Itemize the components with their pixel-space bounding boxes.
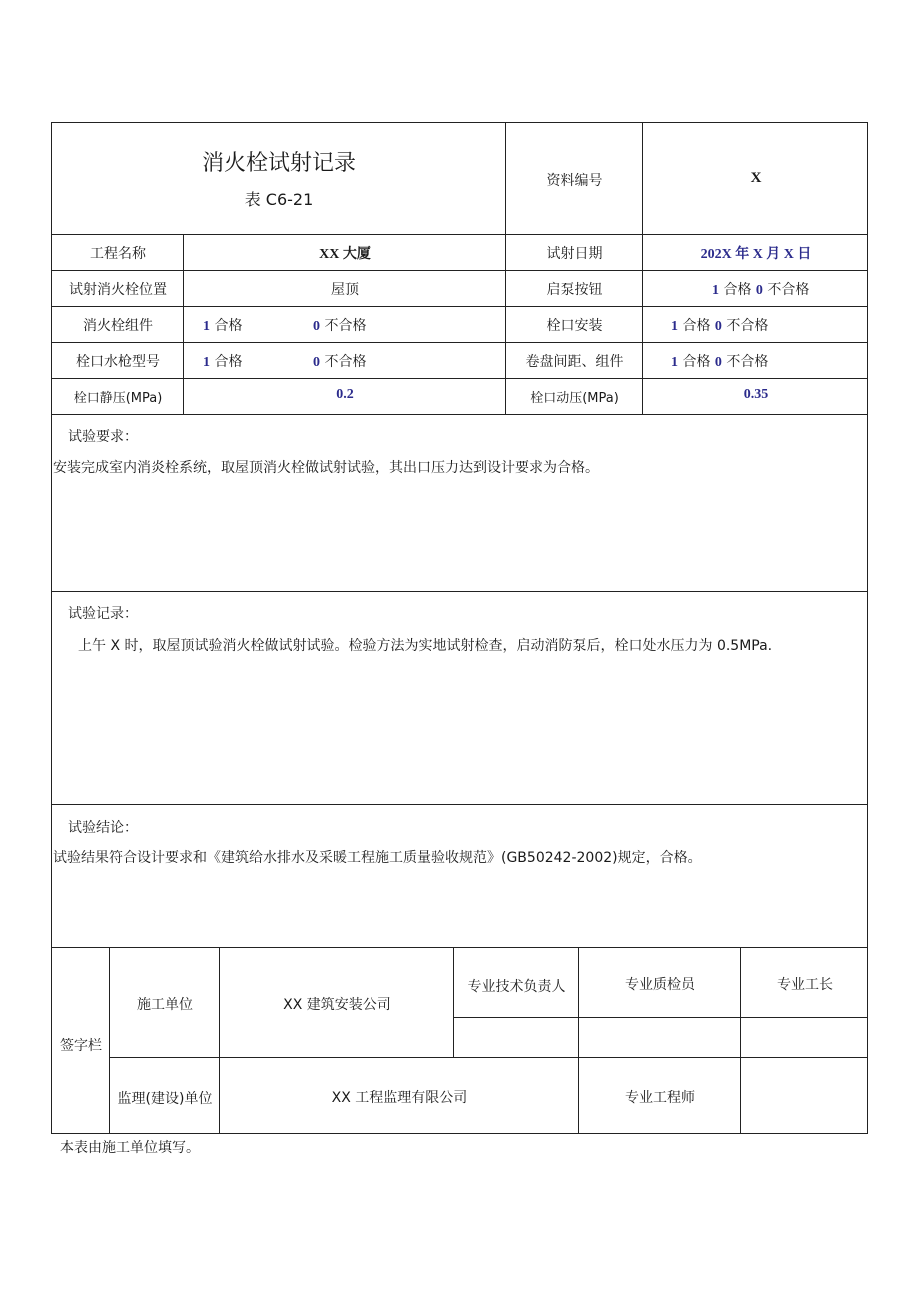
dynamic-pressure-value[interactable]: 0.35 <box>743 387 769 402</box>
title-cell <box>51 122 506 235</box>
engineer-sign-cell[interactable] <box>740 1057 868 1134</box>
footer-note: 本表由施工单位填写。 <box>60 1140 200 1156</box>
nozzle-model-pass[interactable] <box>203 351 242 371</box>
pump-button-result[interactable] <box>712 279 809 299</box>
pass-text: 合格 <box>723 282 752 298</box>
pass-count: 1 <box>203 355 210 370</box>
requirements-cell <box>51 414 868 592</box>
supervision-unit-label: 监理(建设)单位 <box>117 1091 213 1107</box>
conclusion-cell <box>51 804 868 948</box>
supervision-unit-value[interactable]: XX 工程监理有限公司 <box>331 1090 468 1106</box>
fail-text: 不合格 <box>726 354 769 370</box>
pass-text: 合格 <box>682 354 711 370</box>
project-name-label: 工程名称 <box>90 246 146 262</box>
fail-text: 不合格 <box>767 282 810 298</box>
form-title: 消火栓试射记录 <box>201 151 356 176</box>
dynamic-pressure-label: 栓口动压(MPa) <box>530 391 619 406</box>
quality-inspector-sign-cell[interactable] <box>578 1017 741 1058</box>
pass-count: 1 <box>712 283 719 298</box>
signature-section-label: 签字栏 <box>60 1038 102 1054</box>
requirements-label: 试验要求： <box>68 429 138 445</box>
conclusion-text[interactable]: 试验结果符合设计要求和《建筑给水排水及采暖工程施工质量验收规范》(GB50242-2002)规定，合格。 <box>53 850 702 866</box>
hydrant-parts-fail[interactable] <box>313 315 366 335</box>
project-name-text: XX 大厦 <box>319 247 371 262</box>
engineer-label: 专业工程师 <box>625 1090 695 1106</box>
outlet-install-label: 栓口安装 <box>546 318 603 334</box>
test-position-value[interactable]: 屋顶 <box>331 282 359 298</box>
doc-no-value[interactable]: X <box>750 170 762 186</box>
static-pressure-value[interactable]: 0.2 <box>336 387 354 402</box>
record-cell <box>51 591 868 805</box>
pass-count: 1 <box>203 319 210 334</box>
pass-text: 合格 <box>682 318 711 334</box>
construction-unit-value[interactable]: XX 建筑安装公司 <box>283 997 391 1013</box>
quality-inspector-label: 专业质检员 <box>625 977 695 993</box>
pass-count: 1 <box>671 319 678 334</box>
form-code: 表 C6-21 <box>244 190 314 209</box>
record-text[interactable]: 上午 X 时，取屋顶试验消火栓做试射试验。检验方法为实地试射检查，启动消防泵后，栓口处水压力为 0.5MPa. <box>78 638 773 654</box>
nozzle-model-fail[interactable] <box>313 351 366 371</box>
outlet-install-result[interactable] <box>671 315 768 335</box>
construction-unit-label: 施工单位 <box>137 997 193 1013</box>
fail-count: 0 <box>313 319 320 334</box>
fail-count: 0 <box>313 355 320 370</box>
foreman-sign-cell[interactable] <box>740 1017 868 1058</box>
conclusion-label: 试验结论： <box>68 820 138 836</box>
tech-lead-label: 专业技术负责人 <box>467 979 566 995</box>
fail-text: 不合格 <box>324 354 367 370</box>
pass-text: 合格 <box>214 354 243 370</box>
pass-text: 合格 <box>214 318 243 334</box>
pass-count: 1 <box>671 355 678 370</box>
requirements-text[interactable]: 安装完成室内消炎栓系统，取屋顶消火栓做试射试验，其出口压力达到设计要求为合格。 <box>53 460 599 476</box>
reel-spacing-result[interactable] <box>671 351 768 371</box>
fail-count: 0 <box>755 283 763 298</box>
test-position-label: 试射消火栓位置 <box>69 282 167 298</box>
fail-text: 不合格 <box>324 318 367 334</box>
foreman-label: 专业工长 <box>777 977 833 993</box>
pump-button-label: 启泵按钮 <box>546 282 603 298</box>
test-date-label: 试射日期 <box>546 246 603 262</box>
test-date-value[interactable]: 202X 年 X 月 X 日 <box>700 247 812 262</box>
fail-text: 不合格 <box>726 318 769 334</box>
nozzle-model-label: 栓口水枪型号 <box>76 354 160 370</box>
reel-spacing-label: 卷盘间距、组件 <box>525 354 624 370</box>
fail-count: 0 <box>714 355 722 370</box>
doc-no-label: 资料编号 <box>546 173 603 189</box>
project-name-value[interactable] <box>184 243 506 263</box>
hydrant-parts-pass[interactable] <box>203 315 242 335</box>
record-label: 试验记录： <box>68 606 138 622</box>
fail-count: 0 <box>714 319 722 334</box>
hydrant-parts-label: 消火栓组件 <box>83 318 153 334</box>
static-pressure-label: 栓口静压(MPa) <box>73 391 163 406</box>
tech-lead-sign-cell[interactable] <box>453 1017 579 1058</box>
